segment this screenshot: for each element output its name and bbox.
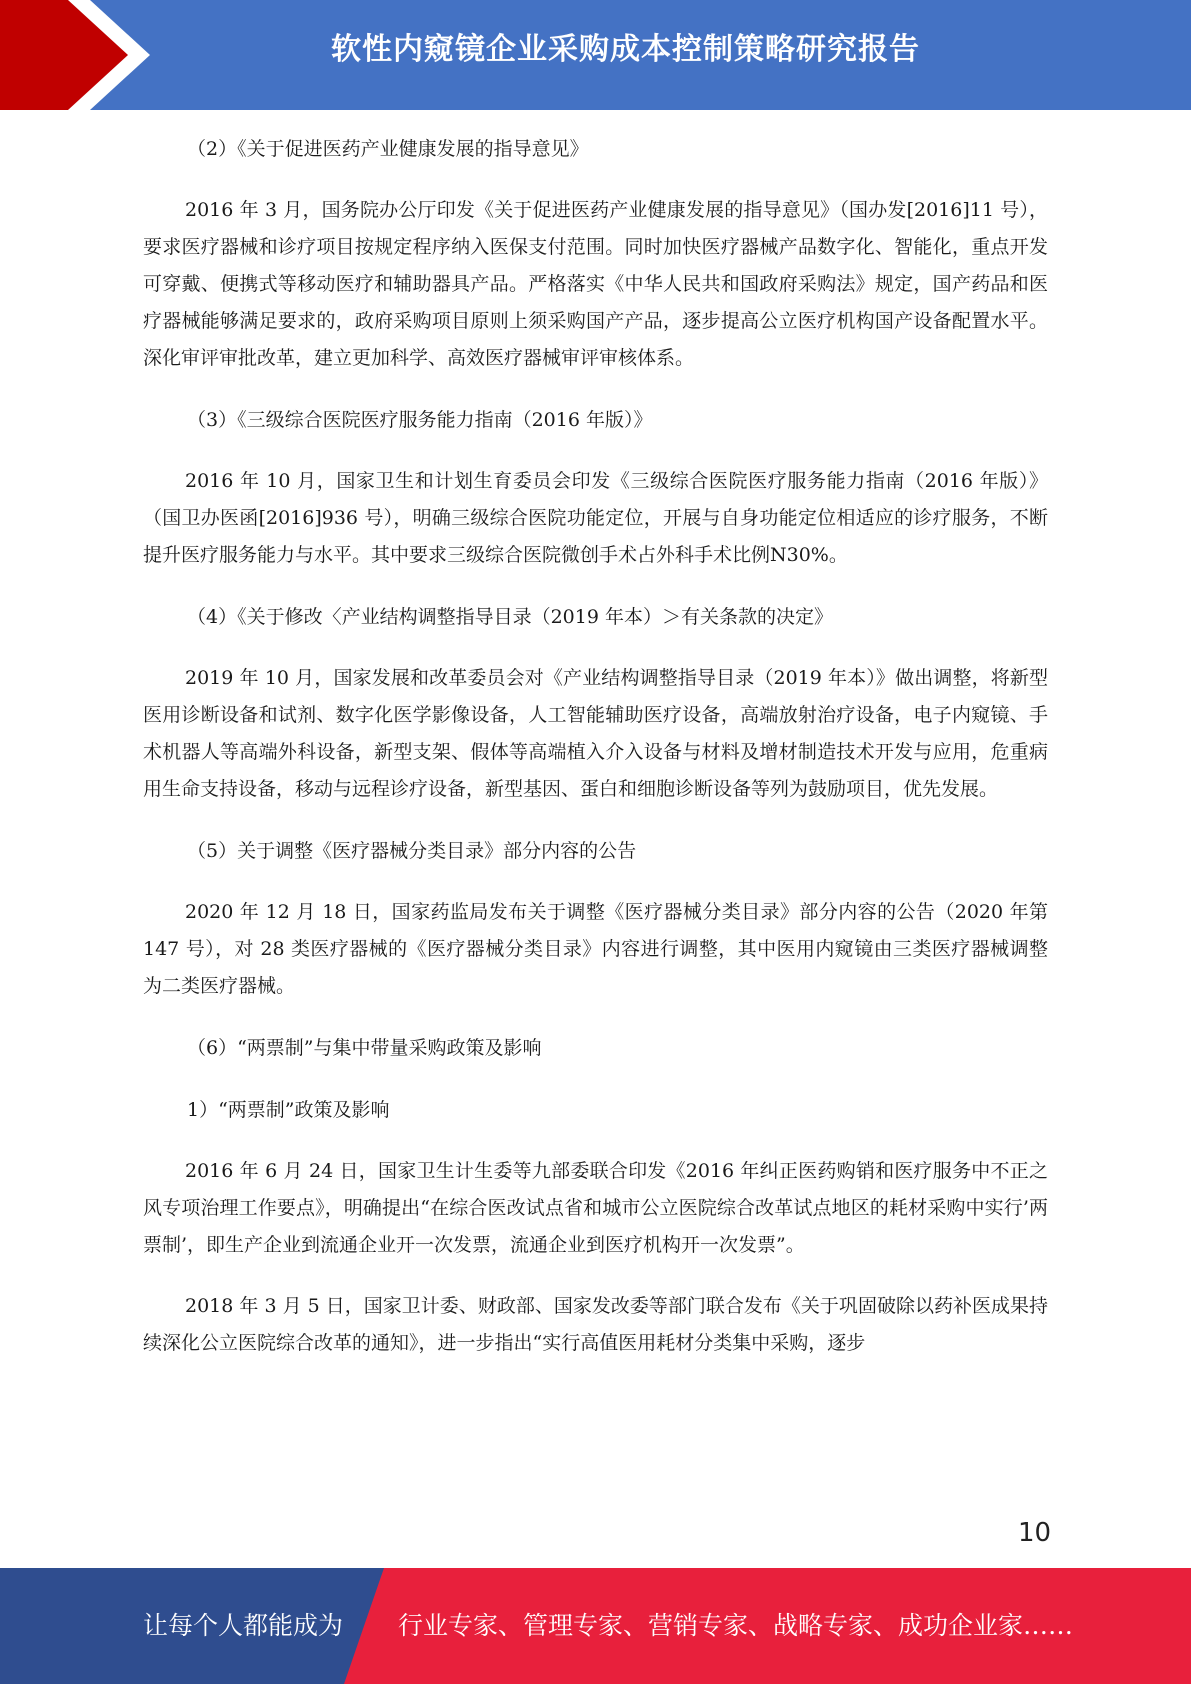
section-heading: （3）《三级综合医院医疗服务能力指南（2016 年版）》	[187, 409, 653, 431]
page-number: 10	[1018, 1518, 1052, 1548]
body-paragraph: 2020 年 12 月 18 日，国家药监局发布关于调整《医疗器械分类目录》部分内容的公告（2020 年第 147 号），对 28 类医疗器械的《医疗器械分类目录》内容进行调整，其中医用内窥镜由三类医疗器械调整为二类医疗器械。	[143, 901, 1048, 997]
body-paragraph: 2016 年 3 月，国务院办公厅印发《关于促进医药产业健康发展的指导意见》（国办发[2016]11 号），要求医疗器械和诊疗项目按规定程序纳入医保支付范围。同时加快医疗器械产品数字化、智能化，重点开发可穿戴、便携式等移动医疗和辅助器具产品。严格落实《中华人民共和国政府采购法》规定，国产药品和医疗器械能够满足要求的，政府采购项目原则上须采购国产产品，逐步提高公立医疗机构国产设备配置水平。深化审评审批改革，建立更加科学、高效医疗器械审评审核体系。	[143, 199, 1048, 369]
body-paragraph: 2019 年 10 月，国家发展和改革委员会对《产业结构调整指导目录（2019 年本）》做出调整，将新型医用诊断设备和试剂、数字化医学影像设备，人工智能辅助医疗设备，高端放射治疗设备，电子内窥镜、手术机器人等高端外科设备，新型支架、假体等高端植入介入设备与材料及增材制造技术开发与应用，危重病用生命支持设备，移动与远程诊疗设备，新型基因、蛋白和细胞诊断设备等列为鼓励项目，优先发展。	[143, 667, 1048, 800]
section-heading: 1）“两票制”政策及影响	[187, 1099, 390, 1121]
footer-slogan-left: 让每个人都能成为	[143, 1611, 344, 1640]
section-heading: （4）《关于修改〈产业结构调整指导目录（2019 年本）＞有关条款的决定》	[187, 606, 833, 628]
page-header	[0, 0, 1191, 110]
footer-slogan-right: 行业专家、管理专家、营销专家、战略专家、成功企业家……	[398, 1611, 1074, 1640]
section-heading: （5）关于调整《医疗器械分类目录》部分内容的公告	[187, 840, 637, 862]
document-body	[143, 130, 1048, 1386]
document-title: 软性内窥镜企业采购成本控制策略研究报告	[331, 32, 920, 67]
body-paragraph: 2018 年 3 月 5 日，国家卫计委、财政部、国家发改委等部门联合发布《关于巩固破除以药补医成果持续深化公立医院综合改革的通知》，进一步指出“实行高值医用耗材分类集中采购，逐步	[143, 1295, 1048, 1354]
body-paragraph: 2016 年 6 月 24 日，国家卫生计生委等九部委联合印发《2016 年纠正医药购销和医疗服务中不正之风专项治理工作要点》，明确提出“在综合医改试点省和城市公立医院综合改革试点地区的耗材采购中实行’两票制’，即生产企业到流通企业开一次发票，流通企业到医疗机构开一次发票”。	[143, 1160, 1048, 1256]
section-heading: （2）《关于促进医药产业健康发展的指导意见》	[187, 138, 589, 160]
page-footer	[0, 1568, 1191, 1684]
section-heading: （6）“两票制”与集中带量采购政策及影响	[187, 1037, 542, 1059]
body-paragraph: 2016 年 10 月，国家卫生和计划生育委员会印发《三级综合医院医疗服务能力指南（2016 年版）》（国卫办医函[2016]936 号），明确三级综合医院功能定位，开展与自身功能定位相适应的诊疗服务，不断提升医疗服务能力与水平。其中要求三级综合医院微创手术占外科手术比例N30%。	[143, 470, 1048, 566]
